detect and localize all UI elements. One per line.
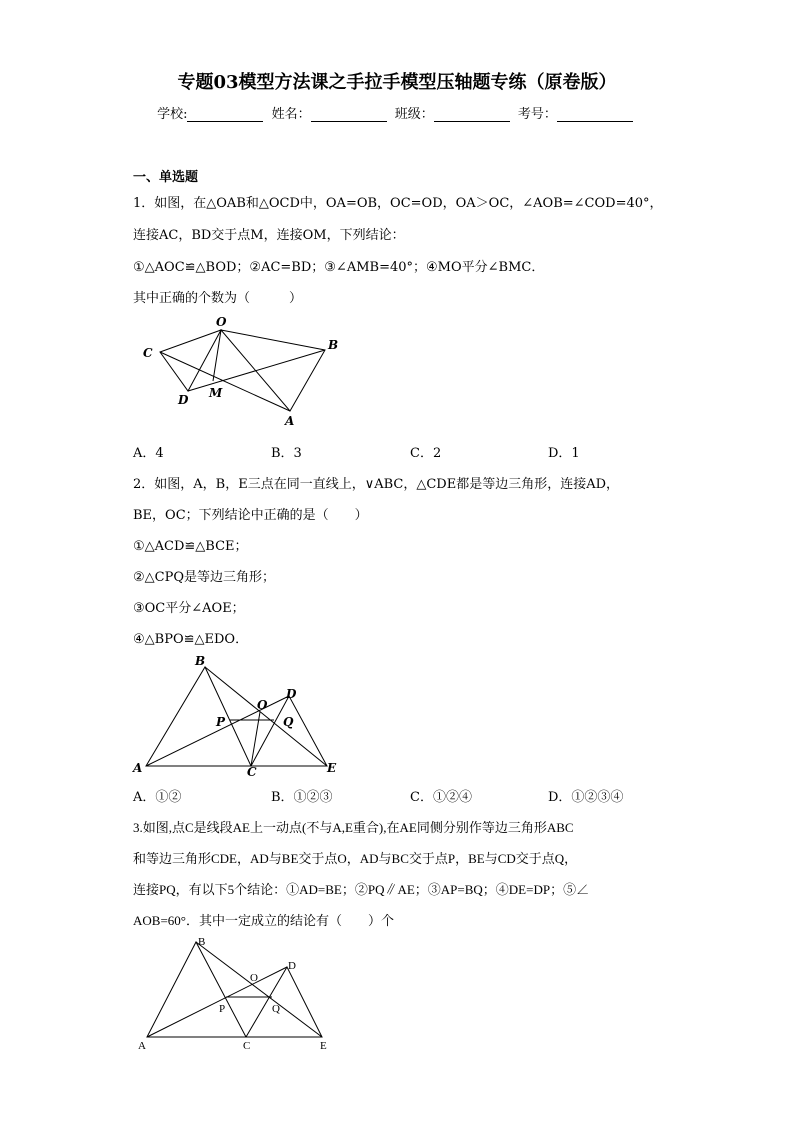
q2-label-b: B [195,654,206,668]
q2-label-e: E [327,761,337,775]
q3-label-a: A [138,1040,146,1052]
q3-label-o: O [250,972,258,984]
q3-triangle-abc [147,942,246,1037]
number-label: 考号： [517,107,557,122]
name-label: 姓名： [271,107,311,122]
q2-option-c[interactable]: C．①②④ [410,790,472,805]
q2-line2: BE，OC；下列结论中正确的是（ ） [133,508,368,523]
q1-label-d: D [178,393,189,407]
q2-labels [132,654,337,779]
q2-label-p: P [216,715,226,729]
q3-line3: 连接PQ，有以下5个结论：①AD=BE；②PQ∥AE；③AP=BQ；④DE=DP；⑤∠ [133,882,590,897]
q2-statement-4: ④△BPO≌△EDO． [133,632,249,647]
q3-line4: AOB=60°．其中一定成立的结论有（ ）个 [133,913,394,928]
q2-option-a[interactable]: A．①② [133,790,182,805]
q2-line1: 2．如图，A，B，E三点在同一直线上，∨ABC，△CDE都是等边三角形，连接AD， [133,477,620,492]
q1-line3: ①△AOC≌△BOD；②AC=BD；③∠AMB=40°；④MO平分∠BMC． [133,260,545,275]
q1-label-c: C [143,346,153,360]
q2-label-c: C [247,765,257,779]
q3-line1: 3.如图,点C是线段AE上一动点(不与A,E重合),在AE同侧分别作等边三角形ABC [133,820,574,835]
q3-line2: 和等边三角形CDE，AD与BE交于点O，AD与BC交于点P，BE与CD交于点Q， [133,851,578,866]
q2-statement-1: ①△ACD≌△BCE； [133,539,248,554]
q1-label-a: A [285,414,295,428]
q2-figure [146,667,327,766]
q1-option-a[interactable]: A．4 [133,446,164,461]
q1-label-b: B [328,338,339,352]
q1-option-d[interactable]: D．1 [548,446,580,461]
q2-option-b[interactable]: B．①②③ [271,790,333,805]
q2-statement-2: ②△CPQ是等边三角形； [133,570,276,585]
q1-triangle-ocd [160,330,221,391]
q1-label-m: M [209,386,223,400]
school-label: 学校: [157,107,188,122]
q2-label-d: D [286,687,297,701]
q3-figure [147,942,322,1037]
q3-label-e: E [320,1040,327,1052]
q1-line2: 连接AC，BD交于点M，连接OM，下列结论： [133,228,405,243]
q3-label-q: Q [272,1003,280,1015]
q3-label-p: P [219,1003,226,1015]
q2-label-a: A [133,761,143,775]
q2-line-ad [146,696,289,766]
q3-label-c: C [243,1040,251,1052]
q2-option-d[interactable]: D．①②③④ [548,790,624,805]
q2-label-o: O [257,698,268,712]
q1-labels [143,315,338,428]
q3-label-d: D [288,960,296,972]
q1-line4: 其中正确的个数为（ ） [133,291,303,306]
page-title: 专题03模型方法课之手拉手模型压轴题专练（原卷版） [177,72,617,93]
q3-line-be [196,942,322,1037]
q1-label-o: O [216,315,227,329]
q1-triangle-oab [221,330,325,411]
q1-option-c[interactable]: C．2 [410,446,442,461]
q2-triangle-abc [146,667,251,766]
q3-label-b: B [198,936,206,948]
class-label: 班级： [394,107,434,122]
q1-line1: 1．如图，在△OAB和△OCD中，OA=OB，OC=OD，OA＞OC，∠AOB=∠COD=40°， [133,196,663,211]
section-heading: 一、单选题 [133,170,199,185]
q1-option-b[interactable]: B．3 [271,446,302,461]
q2-label-q: Q [283,715,294,729]
q2-statement-3: ③OC平分∠AOE； [133,601,245,616]
